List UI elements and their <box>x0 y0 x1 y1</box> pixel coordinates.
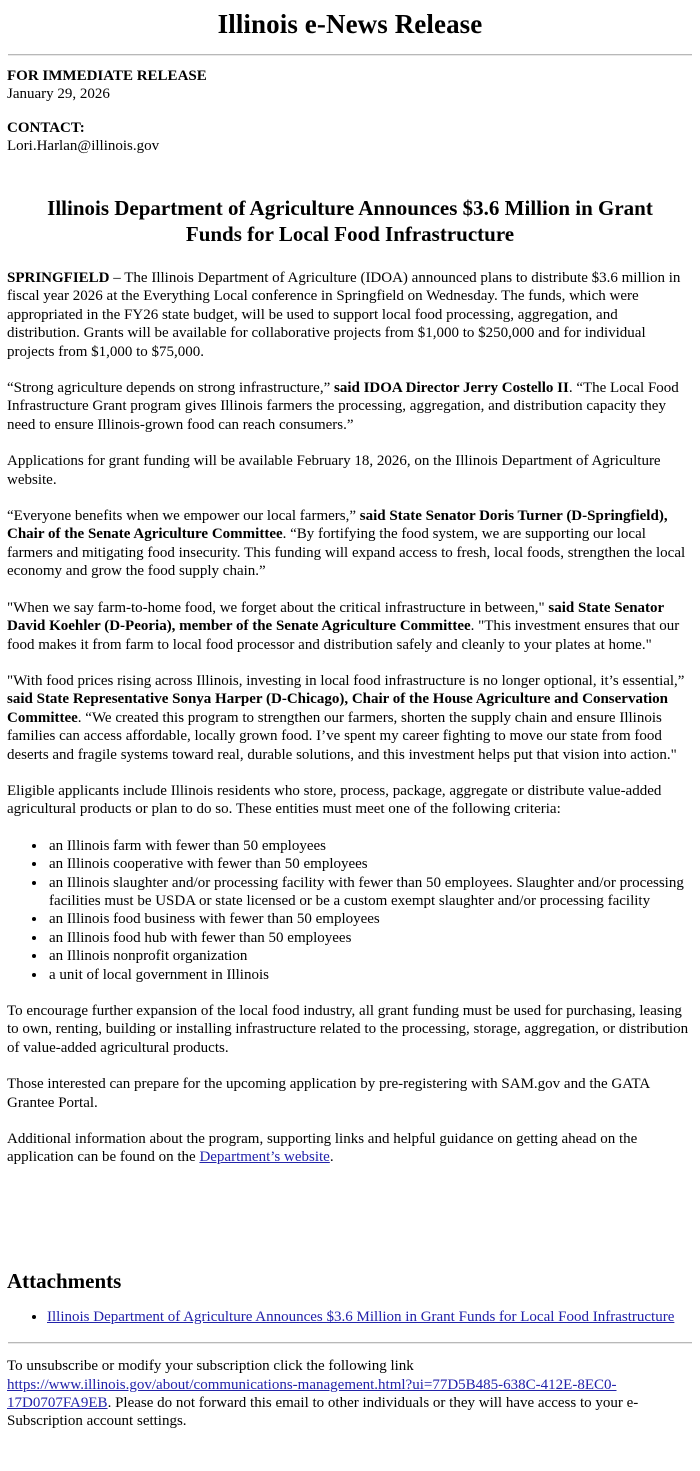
koehler-quote-rest: . "This investment ensures that our food makes it from farm to local food processor and distribution safely and cleanly to your plates at home." <box>7 618 680 653</box>
costello-attribution: said IDOA Director Jerry Costello II <box>333 380 569 397</box>
attachment-link[interactable]: Illinois Department of Agriculture Announces $3.6 Million in Grant Funds for Local Food Infrastructure <box>47 1308 675 1325</box>
koehler-quote-open: "When we say farm-to-home food, we forget about the critical infrastructure in between," <box>7 599 549 616</box>
eligibility-criteria-list <box>7 837 693 984</box>
unsubscribe-link[interactable]: https://www.illinois.gov/about/communications-management.html?ui=77D5B485-638C-412E-8EC0-17D0707FA9EB <box>7 1376 617 1412</box>
turner-quote-rest: . “By fortifying the food system, we are supporting our local farmers and mitigating food insecurity. This funding will expand access to fresh, local foods, strengthen the local economy and grow the food supply chain.” <box>7 526 686 580</box>
list-item: • an Illinois food hub with fewer than 50 employees <box>47 929 693 947</box>
dateline: SPRINGFIELD <box>7 270 110 286</box>
release-headline: Illinois Department of Agriculture Announces $3.6 Million in Grant Funds for Local Food Infrastructure <box>47 196 653 246</box>
release-date: January 29, 2026 <box>7 86 110 102</box>
preregistration-paragraph: Those interested can prepare for the upcoming application by pre-registering with SAM.gov and the GATA Grantee Portal. <box>7 1076 650 1111</box>
turner-quote-paragraph <box>7 507 693 581</box>
koehler-quote-paragraph <box>7 599 693 654</box>
footer <box>7 1357 693 1431</box>
koehler-attribution: said State Senator David Koehler (D-Peoria), member of the Senate Agriculture Committee <box>7 599 664 635</box>
list-item: • an Illinois cooperative with fewer than 50 employees <box>47 855 693 873</box>
spacer <box>7 103 693 119</box>
lead-paragraph <box>7 269 693 361</box>
list-item: • an Illinois farm with fewer than 50 employees <box>47 837 693 855</box>
additional-info-suffix: . <box>329 1149 334 1166</box>
unsubscribe-intro-text: To unsubscribe or modify your subscription click the following link <box>7 1358 414 1375</box>
additional-info-paragraph <box>7 1130 693 1167</box>
department-website-link[interactable]: Department’s website <box>199 1149 330 1166</box>
page-title: Illinois e-News Release <box>217 9 483 39</box>
attachments-heading: Attachments <box>7 1268 122 1293</box>
harper-quote-rest: . “We created this program to strengthen our farmers, shorten the supply chain and ensure Illinois families can access affordable, locally grown food. I’ve spent my career fighting to move our state from food deserts and fragile systems toward real, durable solutions, and this investment helps put that vision into action." <box>7 709 677 763</box>
unsubscribe-paragraph <box>7 1357 693 1431</box>
list-item <box>47 1308 693 1326</box>
expansion-paragraph: To encourage further expansion of the local food industry, all grant funding must be used for purchasing, leasing to own, renting, building or installing infrastructure related to the processing, storage, aggregation, or distribution of value-added agricultural products. <box>7 1003 689 1056</box>
eligible-applicants-paragraph: Eligible applicants include Illinois residents who store, process, package, aggregate or distribute value-added agricultural products or plan to do so. These entities must meet one of the following criteria: <box>7 782 662 818</box>
unsubscribe-suffix-text: . Please do not forward this email to other individuals or they will have access to your e-Subscription account settings. <box>7 1395 639 1430</box>
additional-info-text: Additional information about the program, supporting links and helpful guidance on getting ahead on the application can be found on the <box>7 1131 638 1166</box>
list-item: • an Illinois nonprofit organization <box>47 947 693 965</box>
turner-attribution: said State Senator Doris Turner (D-Springfield), Chair of the Senate Agriculture Committee <box>7 508 668 543</box>
costello-quote-rest: . “The Local Food Infrastructure Grant program gives Illinois farmers the processing, aggregation, and distribution capacity they need to ensure Illinois-grown food can reach consumers.” <box>7 380 679 433</box>
contact-label: CONTACT: <box>7 120 85 136</box>
attachments-list <box>7 1308 693 1326</box>
harper-quote-open: "With food prices rising across Illinois, investing in local food infrastructure is no longer optional, it’s essential,” <box>7 672 685 689</box>
turner-quote-open: “Everyone benefits when we empower our local farmers,” <box>7 508 360 525</box>
news-release-page <box>0 8 700 1445</box>
costello-quote-open: “Strong agriculture depends on strong infrastructure,” <box>7 380 334 397</box>
lead-paragraph-text: – The Illinois Department of Agriculture (IDOA) announced plans to distribute $3.6 million in fiscal year 2026 at the Everything Local conference in Springfield on Wednesday. The funds, which were appropriated in the FY26 state budget, will be used to support local food processing, aggregation, and distribution. Grants will be available for collaborative projects from $1,000 to $250,000 and for individual projects from $1,000 to $75,000. <box>7 270 681 360</box>
spacer <box>7 1185 693 1231</box>
spacer <box>7 1431 693 1445</box>
costello-quote-paragraph <box>7 379 693 434</box>
applications-paragraph: Applications for grant funding will be available February 18, 2026, on the Illinois Department of Agriculture website. <box>7 453 661 488</box>
contact-email: Lori.Harlan@illinois.gov <box>7 138 160 154</box>
list-item: • a unit of local government in Illinois <box>47 966 693 984</box>
harper-quote-paragraph <box>7 672 693 764</box>
harper-attribution: said State Representative Sonya Harper (D-Chicago), Chair of the House Agriculture and Conservation Committee <box>7 691 668 726</box>
header-divider <box>8 54 692 56</box>
list-item: • an Illinois slaughter and/or processing facility with fewer than 50 employees. Slaughter and/or processing facilities must be USDA or state licensed or be a custom exempt slaughter and/or processing facility <box>47 874 693 911</box>
immediate-release-label: FOR IMMEDIATE RELEASE <box>7 68 207 84</box>
list-item: • an Illinois food business with fewer than 50 employees <box>47 910 693 928</box>
footer-divider <box>8 1342 692 1344</box>
